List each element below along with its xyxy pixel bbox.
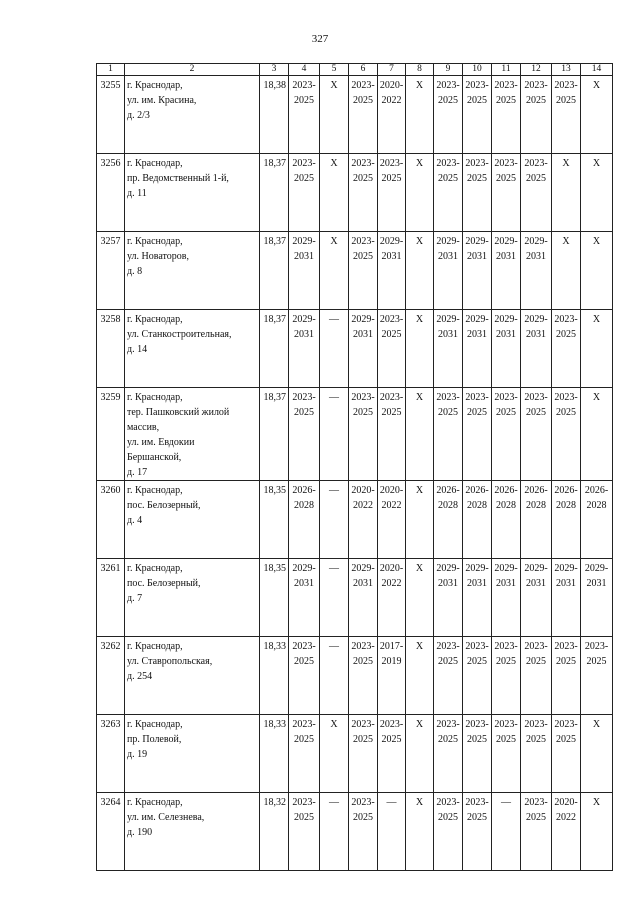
column-number: 11	[492, 64, 521, 76]
address-cell: г. Краснодар, тер. Пашковский жилой массив, ул. им. Евдокии Бершанской, д. 17	[125, 388, 260, 481]
value-cell: 18,37	[260, 388, 289, 481]
column-number: 3	[260, 64, 289, 76]
period-cell: —	[320, 793, 349, 871]
period-cell: 2023- 2025	[289, 388, 320, 481]
period-cell: 2023- 2025	[349, 715, 378, 793]
column-number: 12	[521, 64, 552, 76]
row-number: 3256	[97, 154, 125, 232]
column-number: 10	[463, 64, 492, 76]
address-cell: г. Краснодар, ул. Ставропольская, д. 254	[125, 637, 260, 715]
period-cell: Х	[406, 154, 434, 232]
table-row	[97, 637, 613, 715]
period-cell: —	[320, 559, 349, 637]
period-cell: Х	[581, 154, 613, 232]
period-cell: 2029- 2031	[463, 559, 492, 637]
row-number: 3260	[97, 481, 125, 559]
column-number: 1	[97, 64, 125, 76]
period-cell: 2023- 2025	[434, 388, 463, 481]
period-cell: Х	[581, 715, 613, 793]
period-cell: 2029- 2031	[463, 232, 492, 310]
column-number: 14	[581, 64, 613, 76]
period-cell: 2023- 2025	[492, 154, 521, 232]
value-cell: 18,33	[260, 715, 289, 793]
period-cell: 2023- 2025	[349, 793, 378, 871]
period-cell: 2029- 2031	[289, 559, 320, 637]
period-cell: 2020- 2022	[378, 76, 406, 154]
period-cell: Х	[406, 388, 434, 481]
row-number: 3259	[97, 388, 125, 481]
row-number: 3263	[97, 715, 125, 793]
value-cell: 18,37	[260, 154, 289, 232]
period-cell: 2023- 2025	[378, 310, 406, 388]
period-cell: 2023- 2025	[289, 715, 320, 793]
period-cell: 2023- 2025	[289, 76, 320, 154]
row-number: 3262	[97, 637, 125, 715]
period-cell: —	[320, 481, 349, 559]
period-cell: Х	[581, 388, 613, 481]
value-cell: 18,35	[260, 559, 289, 637]
value-cell: 18,38	[260, 76, 289, 154]
table-row	[97, 232, 613, 310]
period-cell: 2029- 2031	[581, 559, 613, 637]
address-cell: г. Краснодар, ул. Станкостроительная, д. 14	[125, 310, 260, 388]
period-cell: 2029- 2031	[521, 232, 552, 310]
period-cell: 2026- 2028	[289, 481, 320, 559]
period-cell: 2029- 2031	[434, 232, 463, 310]
period-cell: 2026- 2028	[521, 481, 552, 559]
address-cell: г. Краснодар, пр. Ведомственный 1-й, д. 11	[125, 154, 260, 232]
period-cell: 2023- 2025	[463, 154, 492, 232]
period-cell: Х	[406, 559, 434, 637]
period-cell: 2023- 2025	[463, 388, 492, 481]
table-row	[97, 310, 613, 388]
period-cell: Х	[406, 310, 434, 388]
period-cell: 2020- 2022	[378, 481, 406, 559]
address-cell: г. Краснодар, ул. им. Красина, д. 2/3	[125, 76, 260, 154]
column-number: 6	[349, 64, 378, 76]
period-cell: 2029- 2031	[349, 559, 378, 637]
period-cell: Х	[320, 154, 349, 232]
period-cell: Х	[320, 715, 349, 793]
period-cell: Х	[406, 715, 434, 793]
period-cell: Х	[581, 310, 613, 388]
period-cell: 2029- 2031	[378, 232, 406, 310]
data-table	[96, 63, 613, 871]
address-cell: г. Краснодар, ул. Новаторов, д. 8	[125, 232, 260, 310]
period-cell: 2023- 2025	[378, 715, 406, 793]
period-cell: 2029- 2031	[289, 310, 320, 388]
period-cell: 2023- 2025	[463, 793, 492, 871]
period-cell: 2023- 2025	[463, 637, 492, 715]
table-row	[97, 793, 613, 871]
period-cell: 2023- 2025	[349, 388, 378, 481]
column-number: 9	[434, 64, 463, 76]
period-cell: 2029- 2031	[521, 310, 552, 388]
period-cell: 2017- 2019	[378, 637, 406, 715]
period-cell: 2029- 2031	[492, 559, 521, 637]
period-cell: 2029- 2031	[492, 310, 521, 388]
row-number: 3261	[97, 559, 125, 637]
row-number: 3257	[97, 232, 125, 310]
period-cell: 2023- 2025	[521, 715, 552, 793]
table-row	[97, 481, 613, 559]
period-cell: 2023- 2025	[289, 637, 320, 715]
address-cell: г. Краснодар, ул. им. Селезнева, д. 190	[125, 793, 260, 871]
period-cell: Х	[406, 76, 434, 154]
period-cell: 2026- 2028	[581, 481, 613, 559]
header-row	[97, 64, 613, 76]
period-cell: 2023- 2025	[492, 76, 521, 154]
period-cell: 2023- 2025	[552, 715, 581, 793]
period-cell: 2023- 2025	[552, 310, 581, 388]
period-cell: 2023- 2025	[378, 388, 406, 481]
period-cell: 2023- 2025	[521, 637, 552, 715]
period-cell: Х	[406, 481, 434, 559]
page-number: 327	[311, 33, 329, 45]
period-cell: 2023- 2025	[463, 715, 492, 793]
period-cell: Х	[581, 793, 613, 871]
period-cell: 2023- 2025	[521, 154, 552, 232]
address-cell: г. Краснодар, пос. Белозерный, д. 4	[125, 481, 260, 559]
column-number: 2	[125, 64, 260, 76]
row-number: 3258	[97, 310, 125, 388]
column-number: 8	[406, 64, 434, 76]
period-cell: 2023- 2025	[552, 76, 581, 154]
period-cell: 2023- 2025	[289, 793, 320, 871]
period-cell: 2023- 2025	[378, 154, 406, 232]
period-cell: 2026- 2028	[463, 481, 492, 559]
column-number: 4	[289, 64, 320, 76]
period-cell: 2023- 2025	[492, 637, 521, 715]
period-cell: 2020- 2022	[552, 793, 581, 871]
row-number: 3264	[97, 793, 125, 871]
period-cell: 2023- 2025	[349, 637, 378, 715]
table-row	[97, 559, 613, 637]
column-number: 5	[320, 64, 349, 76]
period-cell: 2023- 2025	[463, 76, 492, 154]
period-cell: 2023- 2025	[434, 793, 463, 871]
value-cell: 18,33	[260, 637, 289, 715]
period-cell: 2023- 2025	[434, 637, 463, 715]
address-cell: г. Краснодар, пос. Белозерный, д. 7	[125, 559, 260, 637]
period-cell: Х	[581, 232, 613, 310]
period-cell: 2023- 2025	[434, 76, 463, 154]
value-cell: 18,35	[260, 481, 289, 559]
period-cell: 2026- 2028	[492, 481, 521, 559]
period-cell: 2029- 2031	[434, 310, 463, 388]
period-cell: —	[492, 793, 521, 871]
table-row	[97, 388, 613, 481]
period-cell: 2029- 2031	[521, 559, 552, 637]
period-cell: 2023- 2025	[552, 637, 581, 715]
period-cell: Х	[406, 232, 434, 310]
period-cell: 2023- 2025	[289, 154, 320, 232]
column-number: 7	[378, 64, 406, 76]
period-cell: Х	[406, 793, 434, 871]
period-cell: Х	[320, 76, 349, 154]
period-cell: 2023- 2025	[521, 793, 552, 871]
period-cell: Х	[552, 232, 581, 310]
period-cell: 2023- 2025	[552, 388, 581, 481]
period-cell: 2023- 2025	[349, 232, 378, 310]
period-cell: Х	[552, 154, 581, 232]
value-cell: 18,37	[260, 232, 289, 310]
period-cell: 2029- 2031	[289, 232, 320, 310]
period-cell: —	[320, 637, 349, 715]
address-cell: г. Краснодар, пр. Полевой, д. 19	[125, 715, 260, 793]
row-number: 3255	[97, 76, 125, 154]
period-cell: —	[320, 310, 349, 388]
period-cell: 2029- 2031	[492, 232, 521, 310]
period-cell: Х	[320, 232, 349, 310]
period-cell: 2023- 2025	[492, 388, 521, 481]
value-cell: 18,32	[260, 793, 289, 871]
period-cell: 2023- 2025	[492, 715, 521, 793]
period-cell: 2029- 2031	[434, 559, 463, 637]
table-row	[97, 715, 613, 793]
table-row	[97, 76, 613, 154]
period-cell: 2029- 2031	[349, 310, 378, 388]
period-cell: 2026- 2028	[434, 481, 463, 559]
period-cell: Х	[406, 637, 434, 715]
period-cell: 2026- 2028	[552, 481, 581, 559]
value-cell: 18,37	[260, 310, 289, 388]
period-cell: —	[378, 793, 406, 871]
period-cell: 2023- 2025	[349, 154, 378, 232]
table-row	[97, 154, 613, 232]
period-cell: 2023- 2025	[434, 154, 463, 232]
period-cell: 2023- 2025	[521, 76, 552, 154]
period-cell: 2023- 2025	[581, 637, 613, 715]
period-cell: 2023- 2025	[349, 76, 378, 154]
period-cell: Х	[581, 76, 613, 154]
period-cell: 2029- 2031	[463, 310, 492, 388]
period-cell: —	[320, 388, 349, 481]
period-cell: 2023- 2025	[521, 388, 552, 481]
column-number: 13	[552, 64, 581, 76]
period-cell: 2029- 2031	[552, 559, 581, 637]
period-cell: 2020- 2022	[378, 559, 406, 637]
period-cell: 2020- 2022	[349, 481, 378, 559]
period-cell: 2023- 2025	[434, 715, 463, 793]
